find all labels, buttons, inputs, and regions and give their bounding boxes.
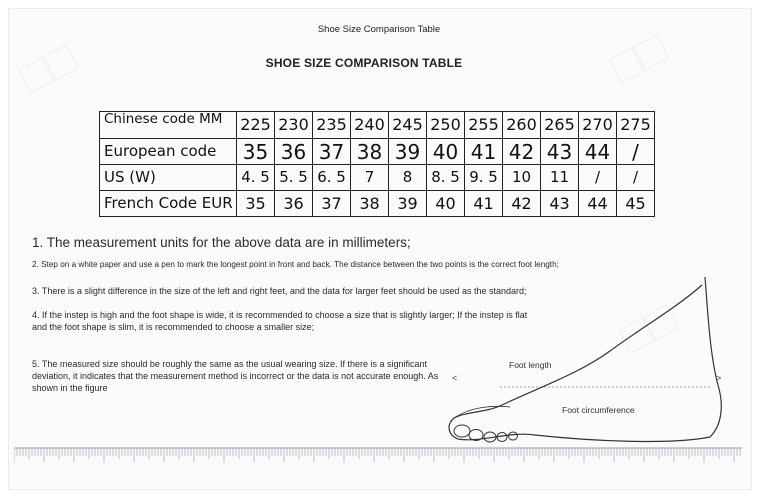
table-cell: 43 xyxy=(541,191,579,217)
table-cell: 270 xyxy=(579,112,617,139)
table-cell: 36 xyxy=(275,139,313,165)
row-header: French Code EUR xyxy=(100,191,237,217)
table-cell: 275 xyxy=(617,112,655,139)
table-cell: 5. 5 xyxy=(275,165,313,191)
table-cell: 44 xyxy=(579,139,617,165)
table-cell: 37 xyxy=(313,191,351,217)
table-cell: 9. 5 xyxy=(465,165,503,191)
note-3: 3. There is a slight difference in the size of the left and right feet, and the data for larger feet should be used as the standard; xyxy=(32,286,527,296)
note-1: 1. The measurement units for the above data are in millimeters; xyxy=(32,235,411,250)
watermark-mark: □□ xyxy=(11,30,85,104)
table-cell: 42 xyxy=(503,191,541,217)
table-cell: 265 xyxy=(541,112,579,139)
table-cell: 43 xyxy=(541,139,579,165)
table-cell: 7 xyxy=(351,165,389,191)
table-cell: / xyxy=(579,165,617,191)
table-cell: 6. 5 xyxy=(313,165,351,191)
document-subtitle: Shoe Size Comparison Table xyxy=(317,24,441,35)
table-cell: 45 xyxy=(617,191,655,217)
table-cell: 250 xyxy=(427,112,465,139)
row-header: Chinese code MM xyxy=(100,112,237,139)
table-cell: 230 xyxy=(275,112,313,139)
note-4: 4. If the instep is high and the foot shape is wide, it is recommended to choose a size that is slightly larger; If the instep is flat and the foot shape is slim, it is recommended to choose a smaller size; xyxy=(32,310,528,333)
table-row xyxy=(100,191,655,217)
table-cell: 260 xyxy=(503,112,541,139)
table-cell: 41 xyxy=(465,139,503,165)
table-row xyxy=(100,165,655,191)
watermark-mark: □□ xyxy=(611,290,685,364)
table-cell: 11 xyxy=(541,165,579,191)
table-cell: 8. 5 xyxy=(427,165,465,191)
table-cell: 39 xyxy=(389,139,427,165)
ruler-graphic xyxy=(14,444,742,466)
table-cell: 41 xyxy=(465,191,503,217)
table-cell: 42 xyxy=(503,139,541,165)
table-cell: 35 xyxy=(237,191,275,217)
table-cell: 36 xyxy=(275,191,313,217)
note-2: 2. Step on a white paper and use a pen to mark the longest point in front and back. The distance between the two points is the correct foot length; xyxy=(32,260,559,269)
table-cell: 38 xyxy=(351,191,389,217)
table-cell: 40 xyxy=(427,191,465,217)
table-cell: 245 xyxy=(389,112,427,139)
document-title: SHOE SIZE COMPARISON TABLE xyxy=(265,56,463,70)
table-cell: 37 xyxy=(313,139,351,165)
arrow-left-icon: < xyxy=(452,373,458,383)
table-cell: / xyxy=(617,139,655,165)
table-cell: 44 xyxy=(579,191,617,217)
table-cell: 10 xyxy=(503,165,541,191)
table-cell: 4. 5 xyxy=(237,165,275,191)
table-cell: 255 xyxy=(465,112,503,139)
watermark-mark: □□ xyxy=(601,20,675,94)
table-cell: 38 xyxy=(351,139,389,165)
table-cell: 39 xyxy=(389,191,427,217)
arrow-right-icon: > xyxy=(716,373,722,383)
row-header: European code xyxy=(100,139,237,165)
table-cell: 35 xyxy=(237,139,275,165)
table-cell: 8 xyxy=(389,165,427,191)
note-5: 5. The measured size should be roughly the same as the usual wearing size. If there is a significant deviation, it indicates that the measurement method is incorrect or the data is not accurate enough. As shown in the figure xyxy=(32,359,439,394)
size-comparison-table xyxy=(99,111,655,217)
foot-length-label: Foot length xyxy=(509,360,552,370)
foot-illustration xyxy=(440,275,740,445)
table-row xyxy=(100,112,655,139)
row-header: US (W) xyxy=(100,165,237,191)
foot-circumference-label: Foot circumference xyxy=(562,405,635,415)
table-cell: 235 xyxy=(313,112,351,139)
table-cell: 240 xyxy=(351,112,389,139)
table-cell: / xyxy=(617,165,655,191)
table-row xyxy=(100,139,655,165)
table-cell: 40 xyxy=(427,139,465,165)
table-cell: 225 xyxy=(237,112,275,139)
